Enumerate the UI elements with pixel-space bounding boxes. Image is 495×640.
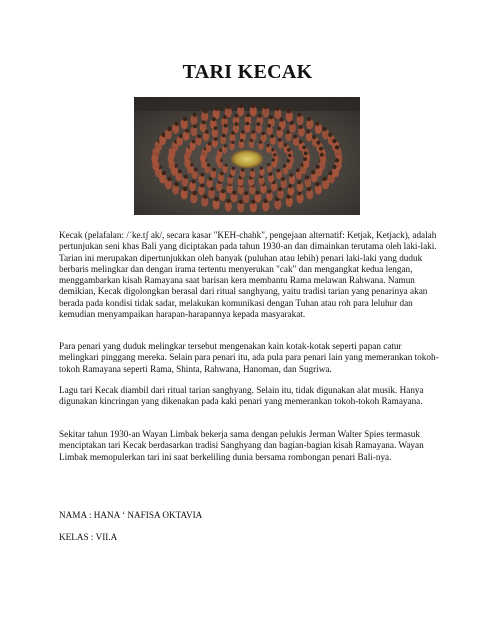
kecak-dance-photo <box>134 97 360 215</box>
paragraph-text: Kecak (pelafalan: /ˈke.tʃ ak/, secara kasar "KEH-chahk", pengejaan alternatif: Ketjak, Ketjack), adalah pertunjukan seni khas Bali yang diciptakan pada tahun 1930-an dan dimainkan terutama oleh laki-laki. Tarian ini merupakan dipertunjukkan oleh banyak (puluhan atau lebih) penari laki-laki yang duduk berbaris melingkar dan dengan irama tertentu menyerukan "cak" dan mengangkat kedua lengan, menggambarkan kisah Ramayana saat barisan kera membantu Rama melawan Rahwana. Namun demikian, Kecak digolongkan berasal dari ritual sanghyang, yaitu tradisi tarian yang penarinya akan berada pada kondisi tidak sadar, melakukan komunikasi dengan Tuhan atau roh para leluhur dan kemudian menyampaikan harapan-harapannya kepada masyarakat. <box>59 230 437 320</box>
paragraph-text: Sekitar tahun 1930-an Wayan Limbak bekerja sama dengan pelukis Jerman Walter Spies termasuk menciptakan tari Kecak berdasarkan tradisi Sanghyang dan bagian-bagian kisah Ramayana. Wayan Limbak memopulerkan tari ini saat berkeliling dunia bersama rombongan penari Bali-nya. <box>59 429 424 462</box>
paragraph-costume <box>59 341 439 375</box>
paragraph-intro <box>59 230 439 320</box>
student-class: KELAS : VII.A <box>59 532 118 542</box>
paragraph-text: Para penari yang duduk melingkar tersebut mengenakan kain kotak-kotak seperti papan catur melingkari pinggang mereka. Selain para penari itu, ada pula para penari lain yang memerankan tokoh-tokoh Ramayana seperti Rama, Shinta, Rahwana, Hanoman, dan Sugriwa. <box>59 341 439 374</box>
paragraph-history <box>59 429 439 463</box>
student-name: NAMA : HANA ‘ NAFISA OKTAVIA <box>59 510 203 520</box>
document-title: TARI KECAK <box>182 61 313 83</box>
paragraph-music <box>59 385 439 408</box>
paragraph-text: Lagu tari Kecak diambil dari ritual tarian sanghyang. Selain itu, tidak digunakan alat musik. Hanya digunakan kincringan yang dikenakan pada kaki penari yang memerankan tokoh-tokoh Ramayana. <box>59 385 424 407</box>
